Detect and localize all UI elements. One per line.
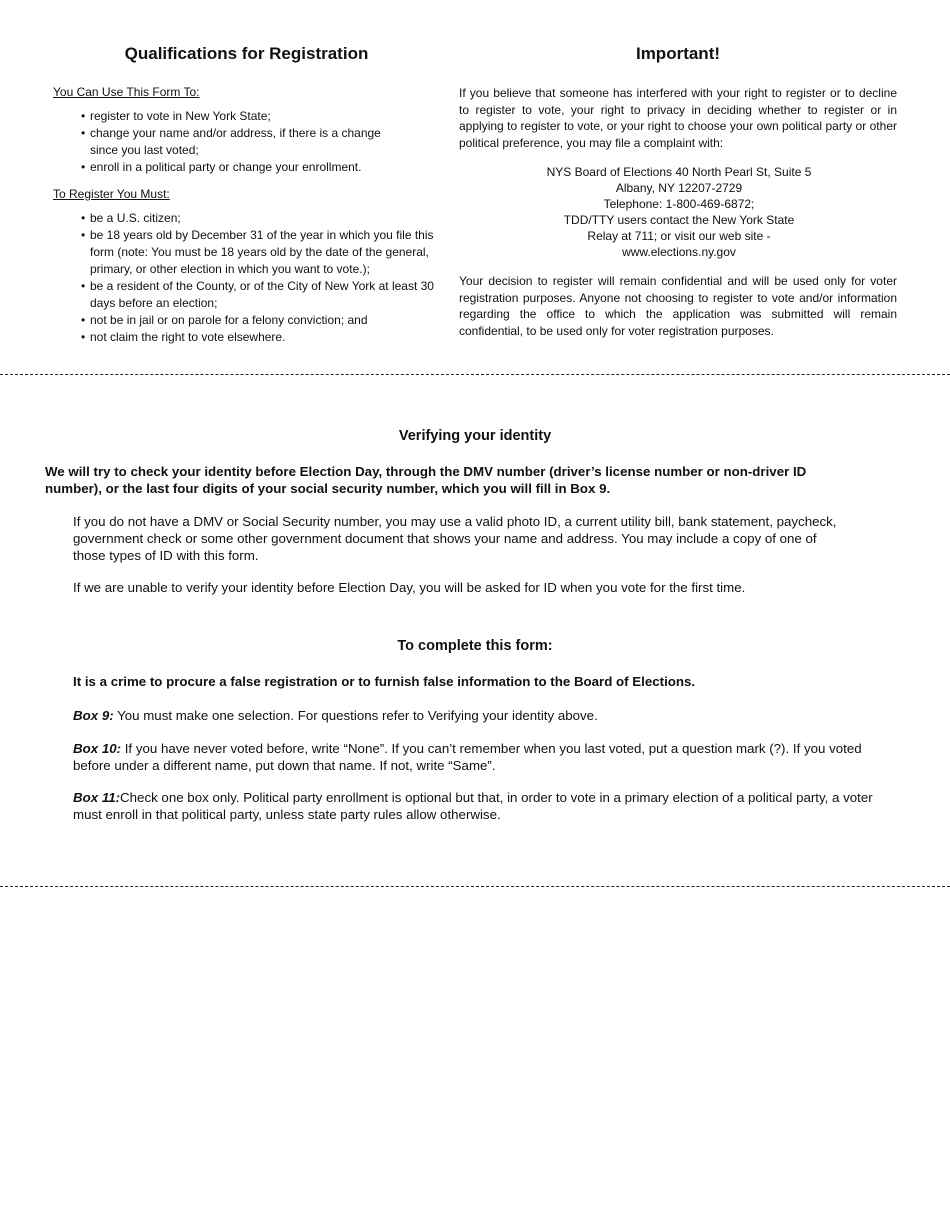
address-line: Relay at 711; or visit our web site - (587, 229, 771, 243)
box10-instruction (73, 740, 883, 774)
confidentiality-notice: Your decision to register will remain confidential and will be used only for voter registration purposes. Anyone not choosing to register to vote and/or information regarding the office to which the application was submitted will remain confidential, to be used only for voter registration purposes. (459, 274, 897, 338)
box11-instruction (73, 789, 883, 823)
verifying-title: Verifying your identity (398, 428, 552, 444)
important-section (459, 44, 897, 339)
list-item: • not claim the right to vote elsewhere. (81, 329, 438, 346)
list-item: • be a U.S. citizen; (81, 210, 438, 227)
complaint-intro: If you believe that someone has interfered with your right to register or to decline to register to vote, your right to privacy in deciding whether to register or in applying to register to vote, or your right to choose your own political party or other political preference, you may file a complaint with: (459, 86, 897, 150)
verifying-first-vote-paragraph: If we are unable to verify your identity before Election Day, you will be asked for ID when you vote for the first time. (73, 580, 746, 595)
board-of-elections-address (459, 164, 897, 260)
list-item: • be 18 years old by December 31 of the year in which you file this form (note: You must be 18 years old by the date of the general, primary, or other election in which you want to vote.); (81, 227, 438, 278)
list-item: • not be in jail or on parole for a felony conviction; and (81, 312, 438, 329)
address-line: TDD/TTY users contact the New York State (563, 213, 795, 227)
list-item: • register to vote in New York State; (81, 108, 438, 125)
verifying-alt-id-paragraph: If you do not have a DMV or Social Security number, you may use a valid photo ID, a current utility bill, bank statement, paycheck, government check or some other government document that shows your name and address. You may include a copy of one of those types of ID with this form. (73, 514, 837, 563)
box11-text: Check one box only. Political party enrollment is optional but that, in order to vote in a primary election of a political party, a voter must enroll in that political party, unless state party rules allow otherwise. (73, 790, 873, 822)
cut-line-bottom (0, 886, 950, 887)
list-item: • enroll in a political party or change your enrollment. (81, 159, 438, 176)
use-form-heading: You Can Use This Form To: (53, 85, 200, 99)
complete-form-title: To complete this form: (397, 638, 553, 654)
box10-text: If you have never voted before, write “None”. If you can’t remember when you last voted, put a question mark (?). If you voted before under a different name, put down that name. If not, write “Same”. (73, 741, 862, 773)
box11-label: Box 11: (73, 790, 121, 805)
box10-label: Box 10: (73, 741, 122, 756)
address-line: Telephone: 1-800-469-6872; (603, 197, 755, 211)
register-requirements-list (53, 210, 438, 346)
qualifications-title: Qualifications for Registration (124, 44, 369, 63)
register-heading: To Register You Must: (53, 187, 170, 201)
list-item: • change your name and/or address, if there is a change since you last voted; (81, 125, 438, 159)
website-line: www.elections.ny.gov (622, 245, 736, 259)
address-line: NYS Board of Elections 40 North Pearl St, Suite 5 (546, 165, 812, 179)
false-registration-warning: It is a crime to procure a false registration or to furnish false information to the Board of Elections. (73, 674, 696, 689)
list-item: • be a resident of the County, or of the City of New York at least 30 days before an election; (81, 278, 438, 312)
box9-text: You must make one selection. For questions refer to Verifying your identity above. (113, 708, 598, 723)
verifying-bold-intro: We will try to check your identity before Election Day, through the DMV number (driver’s license number or non-driver ID number), or the last four digits of your social security number, which you will fill in Box 9. (45, 464, 807, 496)
box9-label: Box 9: (73, 708, 114, 723)
cut-line-top (0, 374, 950, 375)
use-form-list (53, 108, 438, 176)
important-title: Important! (635, 44, 721, 63)
qualifications-section (53, 44, 438, 357)
box9-instruction (73, 707, 883, 724)
address-line: Albany, NY 12207-2729 (615, 181, 743, 195)
